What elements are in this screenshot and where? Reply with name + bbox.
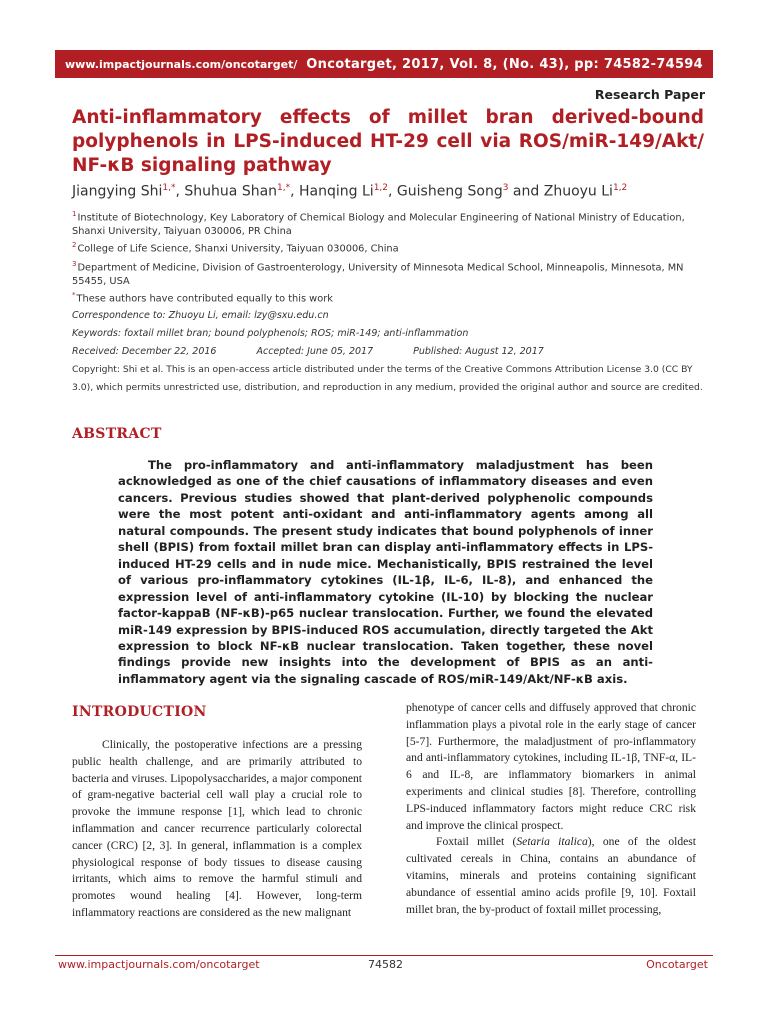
affiliation: [72, 209, 700, 240]
author-name: Hanqing Li: [299, 183, 374, 200]
dates: [72, 346, 702, 358]
affiliation-text: Department of Medicine, Division of Gastroenterology, University of Minnesota Medical School, Minneapolis, Minnesota, MN 55455, USA: [72, 262, 684, 288]
affiliation-number: 2: [72, 241, 77, 249]
affiliation-text: College of Life Science, Shanxi University, Taiyuan 030006, China: [77, 243, 399, 255]
footer-divider: [55, 955, 713, 956]
intro-paragraph: phenotype of cancer cells and diffusely approved that chronic inflammation plays a pivotal role in the early stage of cancer [5-7]. Furthermore, the maladjustment of pro-inflammatory and anti-inflammatory cytokines, including IL-1β, TNF-α, IL-6 and IL-8, are inflammatory biomarkers in animal experiments and clinical studies [8]. Therefore, controlling LPS-induced inflammatory factors might reduce CRC risk and improve the clinical prospect.: [406, 701, 696, 832]
intro-paragraph: [406, 834, 696, 918]
affiliation-number: 1: [72, 210, 77, 218]
affiliation: [72, 290, 700, 306]
accepted-date: Accepted: June 05, 2017: [256, 346, 374, 357]
citation-line: Oncotarget, 2017, Vol. 8, (No. 43), pp: 74582-74594: [306, 56, 703, 72]
title-line: Anti-inflammatory effects of millet bran derived-bound: [72, 107, 704, 128]
abstract-text: The pro-inflammatory and anti-inflammatory maladjustment has been acknowledged as one of the chief causations of inflammatory diseases and even cancers. Previous studies showed that plant-derived polyphenolic compounds were the most potent anti-oxidant and anti-inflammatory agents among all natural compounds. The present study indicates that bound polyphenols of inner shell (BPIS) from foxtail millet bran can display anti-inflammatory effects in LPS-induced HT-29 cells and in nude mice. Mechanistically, BPIS restrained the level of various pro-inflammatory cytokines (IL-1β, IL-6, IL-8), and enhanced the expression level of anti-inflammatory cytokine (IL-10) by blocking the nuclear factor-kappaB (NF-κB)-p65 nuclear translocation. Further, we found the elevated miR-149 expression by BPIS-induced ROS accumulation, directly targeted the Akt expression to block NF-κB nuclear translocation. Taken together, these novel findings provide new insights into the development of BPIS as an anti-inflammatory agent via the signaling cascade of ROS/miR-149/Akt/NF-κB axis.: [118, 458, 653, 686]
affiliation: [72, 240, 700, 256]
keywords: Keywords: foxtail millet bran; bound polyphenols; ROS; miR-149; anti-inflammation: [72, 328, 469, 339]
author-separator: ,: [175, 183, 185, 200]
introduction-heading: INTRODUCTION: [72, 704, 207, 720]
journal-header-bar: [55, 50, 713, 78]
author-name: Guisheng Song: [396, 183, 503, 200]
affiliation-text: These authors have contributed equally to this work: [76, 293, 333, 305]
published-date: Published: August 12, 2017: [413, 346, 544, 357]
intro-paragraph: Clinically, the postoperative infections are a pressing public health challenge, and are primarily attributed to bacteria and viruses. Lipopolysaccharides, a major component of gram-negative bacterial cell wall play a crucial role to provoke the immune response [1], which lead to chronic inflammation and cancer recurrence particularly colorectal cancer (CRC) [2, 3]. In general, inflammation is a complex physiological response of body tissues to disease causing irritants, which aims to remove the harmful stimuli and promotes wound healing [4]. However, long-term inflammatory reactions are considered as the new malignant: [72, 738, 362, 919]
paper-title: [72, 106, 704, 178]
author-list: [72, 183, 627, 200]
journal-url-link[interactable]: www.impactjournals.com/oncotarget/: [65, 57, 298, 71]
footer-url-link[interactable]: www.impactjournals.com/oncotarget: [58, 958, 260, 971]
author-affiliation-marker: 1,2: [612, 183, 628, 193]
author-separator: and: [508, 183, 544, 200]
title-line: polyphenols in LPS-induced HT-29 cell via ROS/miR-149/Akt/: [72, 131, 704, 153]
paragraph-text: Foxtail millet (: [436, 835, 517, 849]
species-name: Setaria italica: [516, 835, 588, 849]
copyright-notice: Copyright: Shi et al. This is an open-access article distributed under the terms of the Creative Commons Attribution License 3.0 (CC BY 3.0), which permits unrestricted use, distribution, and reproduction in any medium, provided the original author and source are credited.: [72, 364, 703, 393]
author-name: Zhuoyu Li: [543, 183, 613, 200]
author-name: Shuhua Shan: [184, 183, 278, 200]
affiliation-number: 3: [72, 260, 77, 268]
affiliation: [72, 259, 700, 290]
author-affiliation-marker: 1,*: [277, 183, 291, 193]
affiliation-text: Institute of Biotechnology, Key Laboratory of Chemical Biology and Molecular Engineering of National Ministry of Education, Shanxi University, Taiyuan 030006, PR China: [72, 212, 685, 238]
author-affiliation-marker: 1,*: [162, 183, 176, 193]
paragraph-text: ), one of the oldest cultivated cereals in China, contains an abundance of vitamins, minerals and proteins containing significant abundance of essential amino acids profile [9, 10]. Foxtail millet bran, the by-product of foxtail millet processing,: [406, 835, 697, 916]
footer-journal-name: Oncotarget: [646, 958, 708, 971]
author-affiliation-marker: 3: [502, 183, 509, 193]
intro-left-column: [72, 737, 362, 922]
abstract-heading: ABSTRACT: [72, 426, 162, 442]
title-line: NF-κB signaling pathway: [72, 155, 332, 177]
author-separator: ,: [388, 183, 397, 200]
intro-right-column: [406, 700, 696, 918]
author-separator: ,: [290, 183, 300, 200]
received-date: Received: December 22, 2016: [72, 346, 217, 357]
author-affiliation-marker: 1,2: [373, 183, 389, 193]
correspondence: Correspondence to: Zhuoyu Li, email: lzy@sxu.edu.cn: [72, 310, 329, 321]
author-name: Jiangying Shi: [72, 183, 163, 200]
affiliation-number: *: [72, 291, 76, 299]
page-number: 74582: [368, 958, 403, 971]
paper-type-label: Research Paper: [594, 87, 705, 102]
